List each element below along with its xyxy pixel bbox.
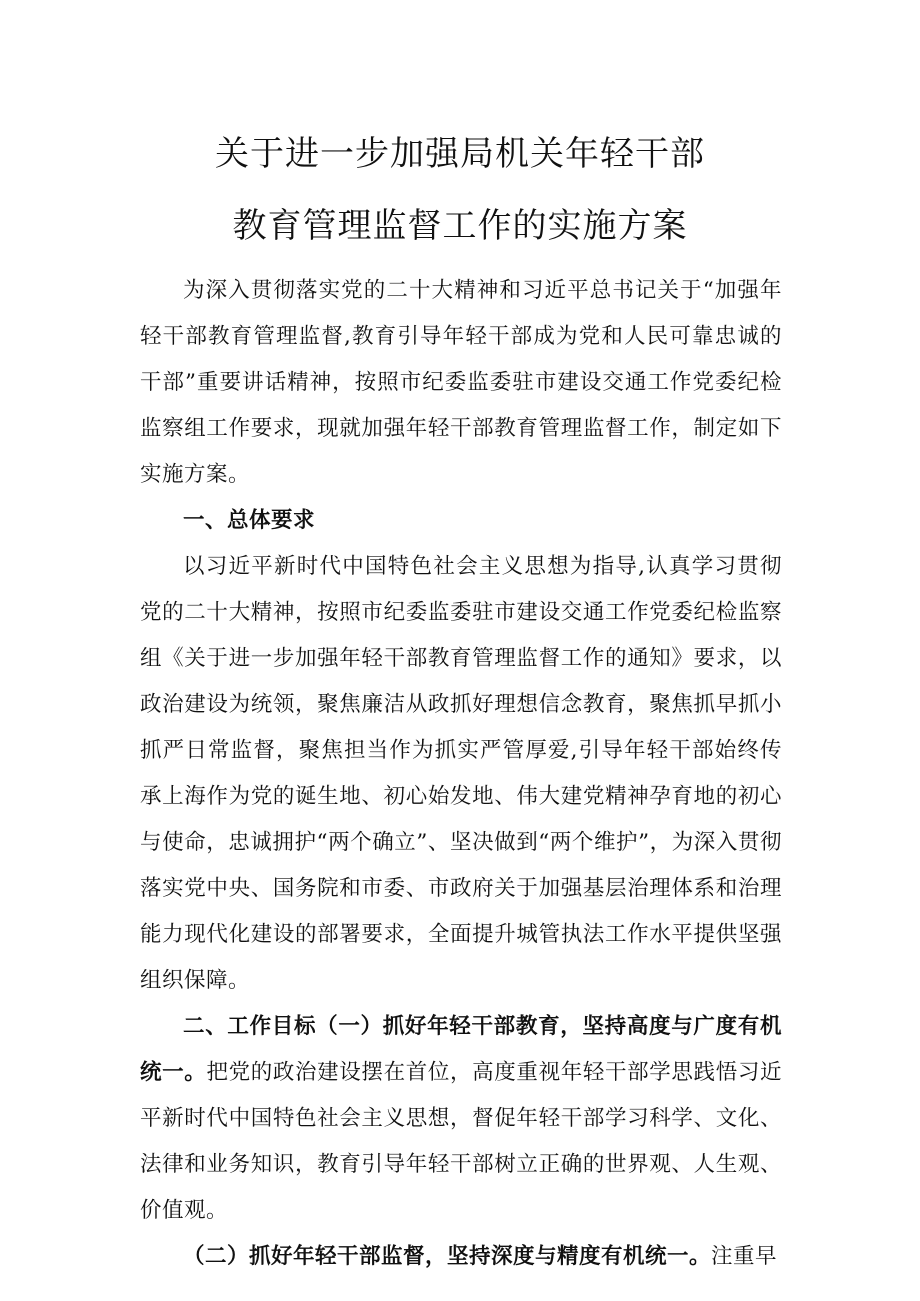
document-body: [140, 268, 782, 1280]
section1-heading: 一、总体要求: [183, 508, 316, 533]
intro-paragraph: 为深入贯彻落实党的二十大精神和习近平总书记关于“加强年轻干部教育管理监督,教育引导年轻干部成为党和人民可靠忠诚的干部”重要讲话精神，按照市纪委监委驻市建设交通工作党委纪检监察组工作要求，现就加强年轻干部教育管理监督工作，制定如下实施方案。: [140, 278, 782, 487]
section2-sub2-paragraph: [140, 1234, 782, 1280]
section2-heading: 二、工作目标（一）抓好年轻干部教育，坚持高度与广度有机统一。: [140, 1014, 782, 1085]
section1-paragraph: 以习近平新时代中国特色社会主义思想为指导,认真学习贯彻党的二十大精神，按照市纪委监委驻市建设交通工作党委纪检监察组《关于进一步加强年轻干部教育管理监督工作的通知》要求，以政治建设为统领，聚焦廉洁从政抓好理想信念教育，聚焦抓早抓小抓严日常监督，聚焦担当作为抓实严管厚爱,引导年轻干部始终传承上海作为党的诞生地、初心始发地、伟大建党精神孕育地的初心与使命，忠诚拥护“两个确立”、坚决做到“两个维护”，为深入贯彻落实党中央、国务院和市委、市政府关于加强基层治理体系和治理能力现代化建设的部署要求，全面提升城管执法工作水平提供坚强组织保障。: [140, 554, 782, 993]
section2-sub2-heading: （二）抓好年轻干部监督，坚持深度与精度有机统一。: [183, 1244, 712, 1269]
document-title-line2: 教育管理监督工作的实施方案: [232, 206, 688, 246]
document-title-line1: 关于进一步加强局机关年轻干部: [215, 134, 705, 174]
section2-sub2-body: 注重早: [711, 1244, 778, 1269]
section2-paragraph: [140, 1004, 782, 1234]
section2-body: 把党的政治建设摆在首位，高度重视年轻干部学思践悟习近平新时代中国特色社会主义思想，督促年轻干部学习科学、文化、法律和业务知识，教育引导年轻干部树立正确的世界观、人生观、价值观。: [140, 1060, 782, 1223]
